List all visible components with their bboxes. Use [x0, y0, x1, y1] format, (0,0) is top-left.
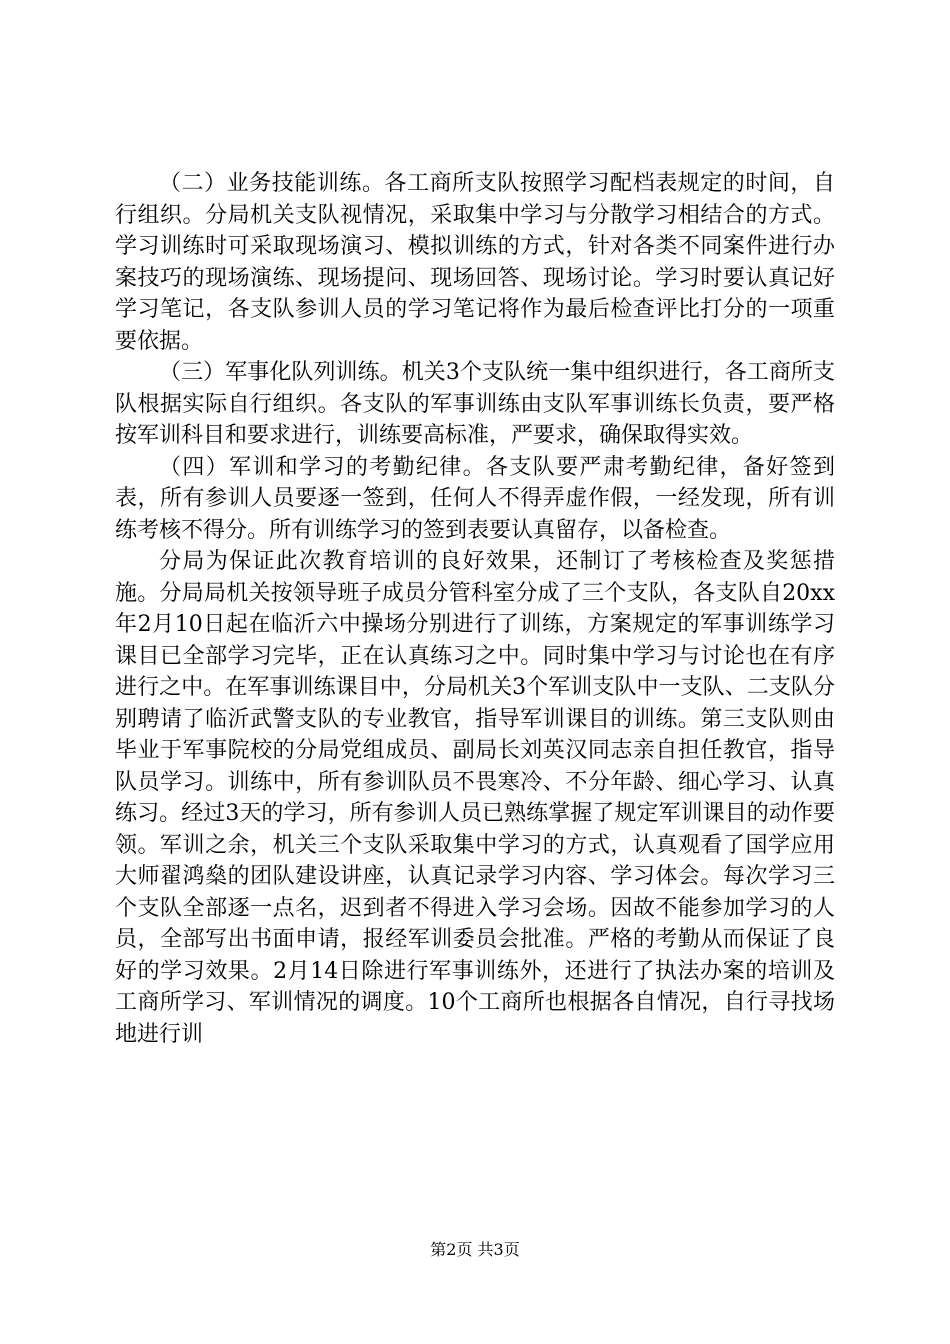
- paragraph-business-skills-training: （二）业务技能训练。各工商所支队按照学习配档表规定的时间，自行组织。分局机关支队视情况，采取集中学习与分散学习相结合的方式。学习训练时可采取现场演习、模拟训练的方式，针对各类不同案件进行办案技巧的现场演练、现场提问、现场回答、现场讨论。学习时要认真记好学习笔记，各支队参训人员的学习笔记将作为最后检查评比打分的一项重要依据。: [115, 171, 835, 354]
- paragraph-training-progress: 分局为保证此次教育培训的良好效果，还制订了考核检查及奖惩措施。分局局机关按领导班子成员分管科室分成了三个支队，各支队自20xx年2月10日起在临沂六中操场分别进行了训练，方案规定的军事训练学习课目已全部学习完毕，正在认真练习之中。同时集中学习与讨论也在有序进行之中。在军事训练课目中，分局机关3个军训支队中一支队、二支队分别聘请了临沂武警支队的专业教官，指导军训课目的训练。第三支队则由毕业于军事院校的分局党组成员、副局长刘英汉同志亲自担任教官，指导队员学习。训练中，所有参训队员不畏寒冷、不分年龄、细心学习、认真练习。经过3天的学习，所有参训人员已熟练掌握了规定军训课目的动作要领。军训之余，机关三个支队采取集中学习的方式，认真观看了国学应用大师翟鸿燊的团队建设讲座，认真记录学习内容、学习体会。每次学习三个支队全部逐一点名，迟到者不得进入学习会场。因故不能参加学习的人员，全部写出书面申请，报经军训委员会批准。严格的考勤从而保证了良好的学习效果。2月14日除进行军事训练外，还进行了执法办案的培训及工商所学习、军训情况的调度。10个工商所也根据各自情况，自行寻找场地进行训: [115, 549, 835, 1047]
- paragraph-attendance-discipline: （四）军训和学习的考勤纪律。各支队要严肃考勤纪律，备好签到表，所有参训人员要逐一签到，任何人不得弄虚作假，一经发现，所有训练考核不得分。所有训练学习的签到表要认真留存，以备检查。: [115, 454, 835, 543]
- paragraph-military-drill-training: （三）军事化队列训练。机关3个支队统一集中组织进行，各工商所支队根据实际自行组织。各支队的军事训练由支队军事训练长负责，要严格按军训科目和要求进行，训练要高标准，严要求，确保取得实效。: [115, 360, 835, 448]
- document-body: [115, 168, 835, 1050]
- page-number-footer: 第2页 共3页: [430, 1240, 520, 1259]
